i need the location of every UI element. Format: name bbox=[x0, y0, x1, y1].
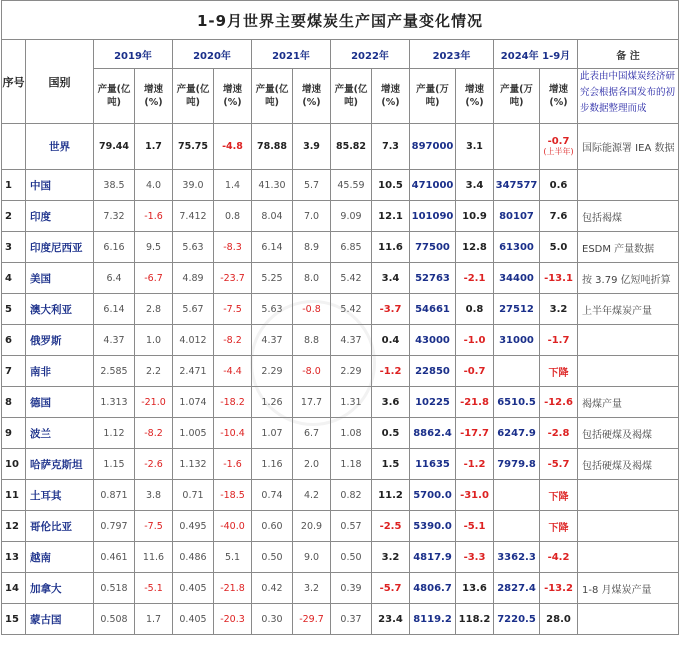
output-cell: 61300 bbox=[494, 232, 540, 263]
world-cell: 3.9 bbox=[293, 124, 331, 170]
growth-cell: 2.2 bbox=[135, 356, 173, 387]
output-cell: 4.37 bbox=[94, 325, 135, 356]
output-cell: 0.37 bbox=[331, 604, 372, 635]
growth-cell: 4.2 bbox=[293, 480, 331, 511]
output-cell: 8.04 bbox=[252, 201, 293, 232]
output-cell: 7.412 bbox=[173, 201, 214, 232]
remark-cell: 上半年煤炭产量 bbox=[578, 294, 679, 325]
output-cell: 0.30 bbox=[252, 604, 293, 635]
output-cell: 7.32 bbox=[94, 201, 135, 232]
world-row bbox=[2, 124, 679, 170]
world-cell: -4.8 bbox=[214, 124, 252, 170]
output-cell: 5.42 bbox=[331, 263, 372, 294]
growth-cell: -5.1 bbox=[456, 511, 494, 542]
growth-cell: 12.8 bbox=[456, 232, 494, 263]
growth-cell: 2.0 bbox=[293, 449, 331, 480]
world-cell: 897000 bbox=[410, 124, 456, 170]
output-cell: 0.508 bbox=[94, 604, 135, 635]
sub-output: 产量(亿吨) bbox=[94, 69, 135, 124]
growth-cell: -2.1 bbox=[456, 263, 494, 294]
sub-growth: 增速(%) bbox=[372, 69, 410, 124]
output-cell: 4.012 bbox=[173, 325, 214, 356]
table-row bbox=[2, 480, 679, 511]
growth-cell: 1.5 bbox=[372, 449, 410, 480]
country-name: 印度尼西亚 bbox=[26, 232, 94, 263]
row-index: 12 bbox=[2, 511, 26, 542]
growth-cell: 8.0 bbox=[293, 263, 331, 294]
remark-cell: 1-8 月煤炭产量 bbox=[578, 573, 679, 604]
world-name: 世界 bbox=[26, 124, 94, 170]
growth-cell: -5.7 bbox=[372, 573, 410, 604]
world-cell bbox=[494, 124, 540, 170]
growth-cell: -4.4 bbox=[214, 356, 252, 387]
table-row bbox=[2, 573, 679, 604]
growth-cell: 1.0 bbox=[135, 325, 173, 356]
output-cell: 6.16 bbox=[94, 232, 135, 263]
remark-cell bbox=[578, 511, 679, 542]
output-cell: 10225 bbox=[410, 387, 456, 418]
output-cell: 7220.5 bbox=[494, 604, 540, 635]
remark-cell: 包括褐煤 bbox=[578, 201, 679, 232]
source-note: 此表由中国煤炭经济研究会根据各国发布的初步数据整理而成 bbox=[578, 69, 679, 124]
output-cell: 0.405 bbox=[173, 573, 214, 604]
world-growth-2024 bbox=[540, 124, 578, 170]
output-cell: 1.132 bbox=[173, 449, 214, 480]
output-cell: 0.797 bbox=[94, 511, 135, 542]
output-cell: 27512 bbox=[494, 294, 540, 325]
output-cell: 0.871 bbox=[94, 480, 135, 511]
header-year-2024: 2024年 1-9月 bbox=[494, 40, 578, 69]
row-index: 5 bbox=[2, 294, 26, 325]
growth-cell: -1.0 bbox=[456, 325, 494, 356]
row-index: 7 bbox=[2, 356, 26, 387]
sub-growth: 增速(%) bbox=[293, 69, 331, 124]
growth-cell: -23.7 bbox=[214, 263, 252, 294]
growth-cell: -40.0 bbox=[214, 511, 252, 542]
growth-cell: 7.6 bbox=[540, 201, 578, 232]
growth-cell: 0.5 bbox=[372, 418, 410, 449]
output-cell: 3362.3 bbox=[494, 542, 540, 573]
country-name: 南非 bbox=[26, 356, 94, 387]
output-cell: 8862.4 bbox=[410, 418, 456, 449]
output-cell: 0.71 bbox=[173, 480, 214, 511]
table-row bbox=[2, 418, 679, 449]
growth-cell: 0.8 bbox=[456, 294, 494, 325]
growth-cell: 12.1 bbox=[372, 201, 410, 232]
table-row bbox=[2, 449, 679, 480]
growth-cell: 3.4 bbox=[456, 170, 494, 201]
sub-growth: 增速(%) bbox=[135, 69, 173, 124]
sub-output: 产量(亿吨) bbox=[252, 69, 293, 124]
remark-cell: 包括硬煤及褐煤 bbox=[578, 449, 679, 480]
output-cell bbox=[494, 356, 540, 387]
growth-cell: -12.6 bbox=[540, 387, 578, 418]
world-index-cell bbox=[2, 124, 26, 170]
growth-cell: -10.4 bbox=[214, 418, 252, 449]
output-cell: 2.471 bbox=[173, 356, 214, 387]
growth-cell: 5.0 bbox=[540, 232, 578, 263]
growth-cell: -1.2 bbox=[456, 449, 494, 480]
header-year-2020: 2020年 bbox=[173, 40, 252, 69]
output-cell: 1.07 bbox=[252, 418, 293, 449]
header-country: 国别 bbox=[26, 40, 94, 124]
remark-cell bbox=[578, 604, 679, 635]
remark-cell bbox=[578, 542, 679, 573]
table-row bbox=[2, 604, 679, 635]
growth-cell: -18.2 bbox=[214, 387, 252, 418]
row-index: 1 bbox=[2, 170, 26, 201]
output-cell: 347577 bbox=[494, 170, 540, 201]
remark-cell bbox=[578, 325, 679, 356]
growth-cell: -29.7 bbox=[293, 604, 331, 635]
growth-cell: -13.2 bbox=[540, 573, 578, 604]
growth-cell: 1.4 bbox=[214, 170, 252, 201]
output-cell: 1.08 bbox=[331, 418, 372, 449]
world-growth-value: -0.7 bbox=[547, 136, 570, 147]
output-cell: 4817.9 bbox=[410, 542, 456, 573]
output-cell: 8119.2 bbox=[410, 604, 456, 635]
header-year-2022: 2022年 bbox=[331, 40, 410, 69]
growth-cell: 0.8 bbox=[214, 201, 252, 232]
output-cell: 4806.7 bbox=[410, 573, 456, 604]
growth-cell: 11.6 bbox=[372, 232, 410, 263]
table-row bbox=[2, 325, 679, 356]
growth-cell: 28.0 bbox=[540, 604, 578, 635]
table-row bbox=[2, 232, 679, 263]
growth-cell: 8.8 bbox=[293, 325, 331, 356]
row-index: 4 bbox=[2, 263, 26, 294]
output-cell: 31000 bbox=[494, 325, 540, 356]
sub-output: 产量(万吨) bbox=[494, 69, 540, 124]
country-name: 澳大利亚 bbox=[26, 294, 94, 325]
output-cell: 1.31 bbox=[331, 387, 372, 418]
output-cell: 0.39 bbox=[331, 573, 372, 604]
growth-cell: 3.6 bbox=[372, 387, 410, 418]
table-row bbox=[2, 387, 679, 418]
growth-cell: -5.7 bbox=[540, 449, 578, 480]
output-cell: 77500 bbox=[410, 232, 456, 263]
header-year-2021: 2021年 bbox=[252, 40, 331, 69]
output-cell: 5.67 bbox=[173, 294, 214, 325]
remark-cell: 褐煤产量 bbox=[578, 387, 679, 418]
growth-cell: 3.2 bbox=[540, 294, 578, 325]
growth-cell: -18.5 bbox=[214, 480, 252, 511]
header-year-2023: 2023年 bbox=[410, 40, 494, 69]
output-cell: 11635 bbox=[410, 449, 456, 480]
growth-cell: -8.0 bbox=[293, 356, 331, 387]
output-cell: 4.89 bbox=[173, 263, 214, 294]
output-cell: 0.486 bbox=[173, 542, 214, 573]
output-cell: 0.50 bbox=[331, 542, 372, 573]
header-index: 序号 bbox=[2, 40, 26, 124]
remark-cell: 包括硬煤及褐煤 bbox=[578, 418, 679, 449]
table-row bbox=[2, 356, 679, 387]
output-cell: 1.16 bbox=[252, 449, 293, 480]
growth-cell: -13.1 bbox=[540, 263, 578, 294]
growth-cell: 下降 bbox=[540, 356, 578, 387]
growth-cell: 0.6 bbox=[540, 170, 578, 201]
growth-cell: -4.2 bbox=[540, 542, 578, 573]
growth-cell: -3.7 bbox=[372, 294, 410, 325]
output-cell: 1.313 bbox=[94, 387, 135, 418]
output-cell: 2.29 bbox=[331, 356, 372, 387]
growth-cell: -2.5 bbox=[372, 511, 410, 542]
sub-output: 产量(亿吨) bbox=[331, 69, 372, 124]
sub-growth: 增速(%) bbox=[456, 69, 494, 124]
world-cell: 1.7 bbox=[135, 124, 173, 170]
output-cell bbox=[494, 511, 540, 542]
output-cell: 0.405 bbox=[173, 604, 214, 635]
output-cell: 0.74 bbox=[252, 480, 293, 511]
growth-cell: -1.7 bbox=[540, 325, 578, 356]
growth-cell: -20.3 bbox=[214, 604, 252, 635]
output-cell: 7979.8 bbox=[494, 449, 540, 480]
remark-cell bbox=[578, 170, 679, 201]
remark-cell bbox=[578, 356, 679, 387]
output-cell: 43000 bbox=[410, 325, 456, 356]
output-cell: 54661 bbox=[410, 294, 456, 325]
table-row bbox=[2, 511, 679, 542]
sub-output: 产量(亿吨) bbox=[173, 69, 214, 124]
output-cell: 1.15 bbox=[94, 449, 135, 480]
growth-cell: -0.7 bbox=[456, 356, 494, 387]
output-cell: 80107 bbox=[494, 201, 540, 232]
output-cell: 0.461 bbox=[94, 542, 135, 573]
row-index: 10 bbox=[2, 449, 26, 480]
country-name: 哈萨克斯坦 bbox=[26, 449, 94, 480]
country-name: 土耳其 bbox=[26, 480, 94, 511]
growth-cell: 3.2 bbox=[293, 573, 331, 604]
row-index: 11 bbox=[2, 480, 26, 511]
row-index: 2 bbox=[2, 201, 26, 232]
output-cell: 6.14 bbox=[252, 232, 293, 263]
table-title: 1-9月世界主要煤炭生产国产量变化情况 bbox=[2, 1, 679, 40]
growth-cell: 9.0 bbox=[293, 542, 331, 573]
row-index: 15 bbox=[2, 604, 26, 635]
output-cell: 5390.0 bbox=[410, 511, 456, 542]
growth-cell: -2.8 bbox=[540, 418, 578, 449]
output-cell: 41.30 bbox=[252, 170, 293, 201]
growth-cell: -8.3 bbox=[214, 232, 252, 263]
growth-cell: 5.7 bbox=[293, 170, 331, 201]
output-cell: 6247.9 bbox=[494, 418, 540, 449]
growth-cell: 13.6 bbox=[456, 573, 494, 604]
output-cell: 52763 bbox=[410, 263, 456, 294]
output-cell: 6.4 bbox=[94, 263, 135, 294]
growth-cell: -17.7 bbox=[456, 418, 494, 449]
table-row bbox=[2, 294, 679, 325]
growth-cell: -31.0 bbox=[456, 480, 494, 511]
country-name: 越南 bbox=[26, 542, 94, 573]
output-cell: 1.12 bbox=[94, 418, 135, 449]
output-cell: 38.5 bbox=[94, 170, 135, 201]
growth-cell: 10.9 bbox=[456, 201, 494, 232]
growth-cell: 下降 bbox=[540, 511, 578, 542]
output-cell: 1.18 bbox=[331, 449, 372, 480]
country-name: 蒙古国 bbox=[26, 604, 94, 635]
output-cell: 0.60 bbox=[252, 511, 293, 542]
output-cell: 5700.0 bbox=[410, 480, 456, 511]
row-index: 8 bbox=[2, 387, 26, 418]
growth-cell: -6.7 bbox=[135, 263, 173, 294]
country-name: 德国 bbox=[26, 387, 94, 418]
growth-cell: 6.7 bbox=[293, 418, 331, 449]
growth-cell: 23.4 bbox=[372, 604, 410, 635]
world-cell: 78.88 bbox=[252, 124, 293, 170]
growth-cell: 0.4 bbox=[372, 325, 410, 356]
growth-cell: 3.8 bbox=[135, 480, 173, 511]
growth-cell: -1.6 bbox=[135, 201, 173, 232]
output-cell: 0.57 bbox=[331, 511, 372, 542]
country-name: 哥伦比亚 bbox=[26, 511, 94, 542]
row-index: 13 bbox=[2, 542, 26, 573]
coal-production-table bbox=[1, 0, 679, 635]
output-cell: 471000 bbox=[410, 170, 456, 201]
growth-cell: -8.2 bbox=[214, 325, 252, 356]
country-name: 俄罗斯 bbox=[26, 325, 94, 356]
table-row bbox=[2, 542, 679, 573]
growth-cell: -3.3 bbox=[456, 542, 494, 573]
sub-growth: 增速(%) bbox=[214, 69, 252, 124]
world-cell: 75.75 bbox=[173, 124, 214, 170]
growth-cell: 5.1 bbox=[214, 542, 252, 573]
growth-cell: -1.2 bbox=[372, 356, 410, 387]
growth-cell: 3.2 bbox=[372, 542, 410, 573]
table-row bbox=[2, 170, 679, 201]
world-cell: 79.44 bbox=[94, 124, 135, 170]
world-cell: 85.82 bbox=[331, 124, 372, 170]
growth-cell: -1.6 bbox=[214, 449, 252, 480]
world-cell: 7.3 bbox=[372, 124, 410, 170]
table-row bbox=[2, 263, 679, 294]
growth-cell: 下降 bbox=[540, 480, 578, 511]
sub-output: 产量(万吨) bbox=[410, 69, 456, 124]
growth-cell: -21.8 bbox=[214, 573, 252, 604]
output-cell: 2.585 bbox=[94, 356, 135, 387]
world-growth-note: (上半年) bbox=[543, 147, 574, 156]
row-index: 14 bbox=[2, 573, 26, 604]
remark-cell bbox=[578, 480, 679, 511]
remark-cell: 按 3.79 亿短吨折算 bbox=[578, 263, 679, 294]
output-cell: 0.495 bbox=[173, 511, 214, 542]
country-name: 中国 bbox=[26, 170, 94, 201]
output-cell: 1.074 bbox=[173, 387, 214, 418]
country-name: 美国 bbox=[26, 263, 94, 294]
growth-cell: 11.2 bbox=[372, 480, 410, 511]
output-cell: 0.50 bbox=[252, 542, 293, 573]
output-cell: 5.42 bbox=[331, 294, 372, 325]
growth-cell: -8.2 bbox=[135, 418, 173, 449]
growth-cell: -2.6 bbox=[135, 449, 173, 480]
output-cell: 6.85 bbox=[331, 232, 372, 263]
output-cell: 1.26 bbox=[252, 387, 293, 418]
growth-cell: -21.0 bbox=[135, 387, 173, 418]
output-cell: 39.0 bbox=[173, 170, 214, 201]
output-cell: 9.09 bbox=[331, 201, 372, 232]
growth-cell: 9.5 bbox=[135, 232, 173, 263]
growth-cell: -7.5 bbox=[214, 294, 252, 325]
row-index: 3 bbox=[2, 232, 26, 263]
output-cell: 4.37 bbox=[331, 325, 372, 356]
growth-cell: -0.8 bbox=[293, 294, 331, 325]
output-cell: 45.59 bbox=[331, 170, 372, 201]
row-index: 6 bbox=[2, 325, 26, 356]
growth-cell: 118.2 bbox=[456, 604, 494, 635]
output-cell: 4.37 bbox=[252, 325, 293, 356]
output-cell: 101090 bbox=[410, 201, 456, 232]
growth-cell: 1.7 bbox=[135, 604, 173, 635]
growth-cell: 2.8 bbox=[135, 294, 173, 325]
growth-cell: -5.1 bbox=[135, 573, 173, 604]
output-cell: 5.25 bbox=[252, 263, 293, 294]
output-cell: 6510.5 bbox=[494, 387, 540, 418]
remark-cell: ESDM 产量数据 bbox=[578, 232, 679, 263]
output-cell: 22850 bbox=[410, 356, 456, 387]
header-year-2019: 2019年 bbox=[94, 40, 173, 69]
output-cell: 0.518 bbox=[94, 573, 135, 604]
country-name: 印度 bbox=[26, 201, 94, 232]
growth-cell: 10.5 bbox=[372, 170, 410, 201]
output-cell: 1.005 bbox=[173, 418, 214, 449]
world-remark: 国际能源署 IEA 数据 bbox=[578, 124, 679, 170]
country-name: 波兰 bbox=[26, 418, 94, 449]
header-notes: 备 注 bbox=[578, 40, 679, 69]
output-cell: 0.82 bbox=[331, 480, 372, 511]
output-cell: 0.42 bbox=[252, 573, 293, 604]
growth-cell: 17.7 bbox=[293, 387, 331, 418]
row-index: 9 bbox=[2, 418, 26, 449]
growth-cell: 20.9 bbox=[293, 511, 331, 542]
growth-cell: 3.4 bbox=[372, 263, 410, 294]
growth-cell: 4.0 bbox=[135, 170, 173, 201]
output-cell: 5.63 bbox=[252, 294, 293, 325]
sub-growth: 增速(%) bbox=[540, 69, 578, 124]
output-cell bbox=[494, 480, 540, 511]
output-cell: 6.14 bbox=[94, 294, 135, 325]
output-cell: 2827.4 bbox=[494, 573, 540, 604]
output-cell: 34400 bbox=[494, 263, 540, 294]
country-name: 加拿大 bbox=[26, 573, 94, 604]
output-cell: 2.29 bbox=[252, 356, 293, 387]
growth-cell: 8.9 bbox=[293, 232, 331, 263]
table-row bbox=[2, 201, 679, 232]
output-cell: 5.63 bbox=[173, 232, 214, 263]
growth-cell: 7.0 bbox=[293, 201, 331, 232]
growth-cell: 11.6 bbox=[135, 542, 173, 573]
growth-cell: -7.5 bbox=[135, 511, 173, 542]
growth-cell: -21.8 bbox=[456, 387, 494, 418]
world-cell: 3.1 bbox=[456, 124, 494, 170]
